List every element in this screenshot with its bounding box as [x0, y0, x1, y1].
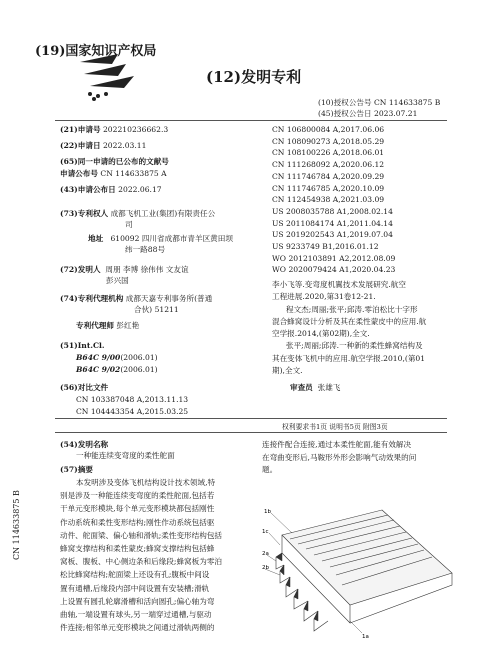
cnipa-logo-icon [78, 52, 138, 102]
abstract-line: 蜂窝支撑结构和柔性蒙皮;蜂窝支撑结构包括蜂 [60, 544, 215, 554]
figure-label: 1a [362, 634, 369, 640]
header-divider [55, 120, 447, 121]
abstract-continued [262, 439, 416, 477]
ipc-class-2: B64C 9/02(2006.01) [76, 365, 158, 374]
cited-documents-continued [272, 124, 395, 276]
abstract-line: 作动系统和柔性变形结构;刚性作动系统包括驱 [60, 517, 215, 527]
cited-document: CN 103387048 A,2013.11.13 [76, 395, 189, 404]
literature-line: 期),全文. [272, 366, 303, 376]
abstract-line: 松比蜂窝结构;舵面梁上还设有孔;腹板中间设 [60, 570, 210, 580]
literature-line: 其在变体飞机中的应用.航空学报.2010,(第01 [272, 353, 426, 363]
figure-label: 1c [262, 529, 269, 535]
cited-document: WO 2020079424 A1,2020.04.23 [272, 265, 396, 275]
abstract-line: 件连接;相邻单元变形模块之间通过滑轨两侧的 [60, 623, 215, 633]
cited-document: CN 108090273 A,2018.05.29 [272, 136, 385, 146]
patentee: (73)专利权人 成都飞机工业(集团)有限责任公 [60, 209, 216, 218]
cited-documents-label: (56)对比文件 [60, 383, 109, 392]
cited-document: WO 2012103891 A2,2012.08.09 [272, 253, 396, 263]
abstract-line: 在弯曲变形后,马鞍形外形会影响气动效果的问 [262, 452, 417, 462]
application-number: (21)申请号 202210236662.3 [60, 125, 169, 134]
patent-agency: (74)专利代理机构 成都天嘉专利事务所(普通 [60, 294, 213, 303]
abstract-line: 置有通槽,后缘段内部中间设置有安装槽;滑轨 [60, 583, 210, 593]
abstract-line: 连接件配合连接,通过本柔性舵面,能有效解决 [262, 440, 412, 449]
abstract-figure [262, 505, 457, 640]
abstract-text [60, 476, 222, 634]
patentee-line2: 司 [125, 220, 133, 229]
abstract-line: 动件、舵面梁、偏心轴和滑轨;柔性变形结构包括 [60, 530, 223, 540]
inventors-line2: 彭兴国 [106, 276, 129, 285]
cited-document: CN 112454938 A,2021.03.09 [272, 195, 385, 205]
ipc-class-1: B64C 9/00(2006.01) [76, 353, 158, 362]
grant-number: (10)授权公告号 CN 114633875 B [318, 98, 441, 107]
application-date: (22)申请日 2022.03.11 [60, 141, 147, 150]
cited-document: CN 111746784 A,2020.09.29 [272, 171, 385, 181]
invention-title-label: (54)发明名称 [60, 440, 109, 449]
publication-date: (43)申请公布日 2022.06.17 [60, 185, 162, 194]
abstract-line: 题。 [262, 465, 278, 474]
address-line2: 纬一路88号 [125, 245, 166, 254]
cited-document: CN 111268092 A,2020.06.12 [272, 160, 385, 170]
patent-agency-line2: 合伙) 51211 [134, 305, 179, 314]
patent-agent: 专利代理师 彭红艳 [76, 321, 140, 330]
cited-document: US 2011084174 A1,2011.04.14 [272, 218, 393, 228]
publication-number: 申请公布号 CN 114633875 A [60, 169, 167, 178]
document-type: (12)发明专利 [206, 68, 302, 86]
abstract-line: 上设置有圆孔轮廓滑槽和活向圆孔;偏心轴为弯 [60, 596, 215, 606]
figure-label: 2a [262, 551, 269, 557]
literature-line: 空学报.2014,(第02期),全文. [272, 329, 370, 339]
literature-line: 张平;周丽;邱涛.一种新的柔性蜂窝结构及 [286, 341, 423, 351]
same-application-label: (65)同一申请的已公布的文献号 [60, 157, 169, 166]
non-patent-literature [272, 279, 426, 377]
middle-divider [55, 418, 447, 419]
abstract-line: 别是涉及一种能连续变弯度的柔性舵面,包括若 [60, 491, 215, 501]
lower-divider [55, 432, 447, 433]
abstract-line: 干单元变形模块,每个单元变形模块都包括刚性 [60, 504, 215, 514]
literature-line: 工程进展.2020,第31卷12-21. [272, 292, 376, 302]
vertical-patent-id: CN 114633875 B [12, 490, 21, 560]
cited-document: CN 111746785 A,2020.10.09 [272, 183, 385, 193]
address: 地址 610092 四川省成都市青羊区黄田坝 [88, 234, 233, 243]
cited-document: US 9233749 B1,2016.01.12 [272, 242, 379, 252]
figure-label: 1b [264, 509, 271, 515]
abstract-label: (57)摘要 [60, 465, 93, 474]
invention-title: 一种能连续变弯度的柔性舵面 [76, 451, 175, 460]
office-name: (19)国家知识产权局 [35, 44, 157, 59]
abstract-line: 窝板、腹板、中心侧边条和后缘段;蜂窝板为零泊 [60, 557, 223, 567]
pages-info: 权利要求书1页 说明书5页 附图3页 [282, 423, 388, 431]
cited-document: US 2008035788 A1,2008.02.14 [272, 206, 393, 216]
cited-document: US 2019202543 A1,2019.07.04 [272, 230, 393, 240]
cited-document: CN 106800084 A,2017.06.06 [272, 125, 385, 134]
abstract-line: 曲轴,一端设置有球头,另一端穿过通槽,与驱动 [60, 610, 212, 620]
figure-label: 2b [262, 565, 269, 571]
int-cl-label: (51)Int.Cl. [60, 341, 105, 350]
literature-line: 李小飞等.变弯度机翼技术发展研究.航空 [272, 280, 406, 289]
grant-date: (45)授权公告日 2023.07.21 [318, 109, 418, 118]
inventors: (72)发明人 周朋 李博 徐伟伟 文友谊 [60, 265, 189, 274]
examiner: 审查员 张雄飞 [290, 383, 341, 392]
abstract-line: 本发明涉及变体飞机结构设计技术领域,特 [76, 478, 216, 487]
literature-line: 程文杰;周丽;张平;邱涛.零泊松比十字形 [286, 304, 418, 314]
cited-document: CN 108100226 A,2018.06.01 [272, 148, 385, 158]
cited-document: CN 104443354 A,2015.03.25 [76, 407, 189, 416]
literature-line: 混合蜂窝设计分析及其在柔性蒙皮中的应用.航 [272, 316, 427, 326]
